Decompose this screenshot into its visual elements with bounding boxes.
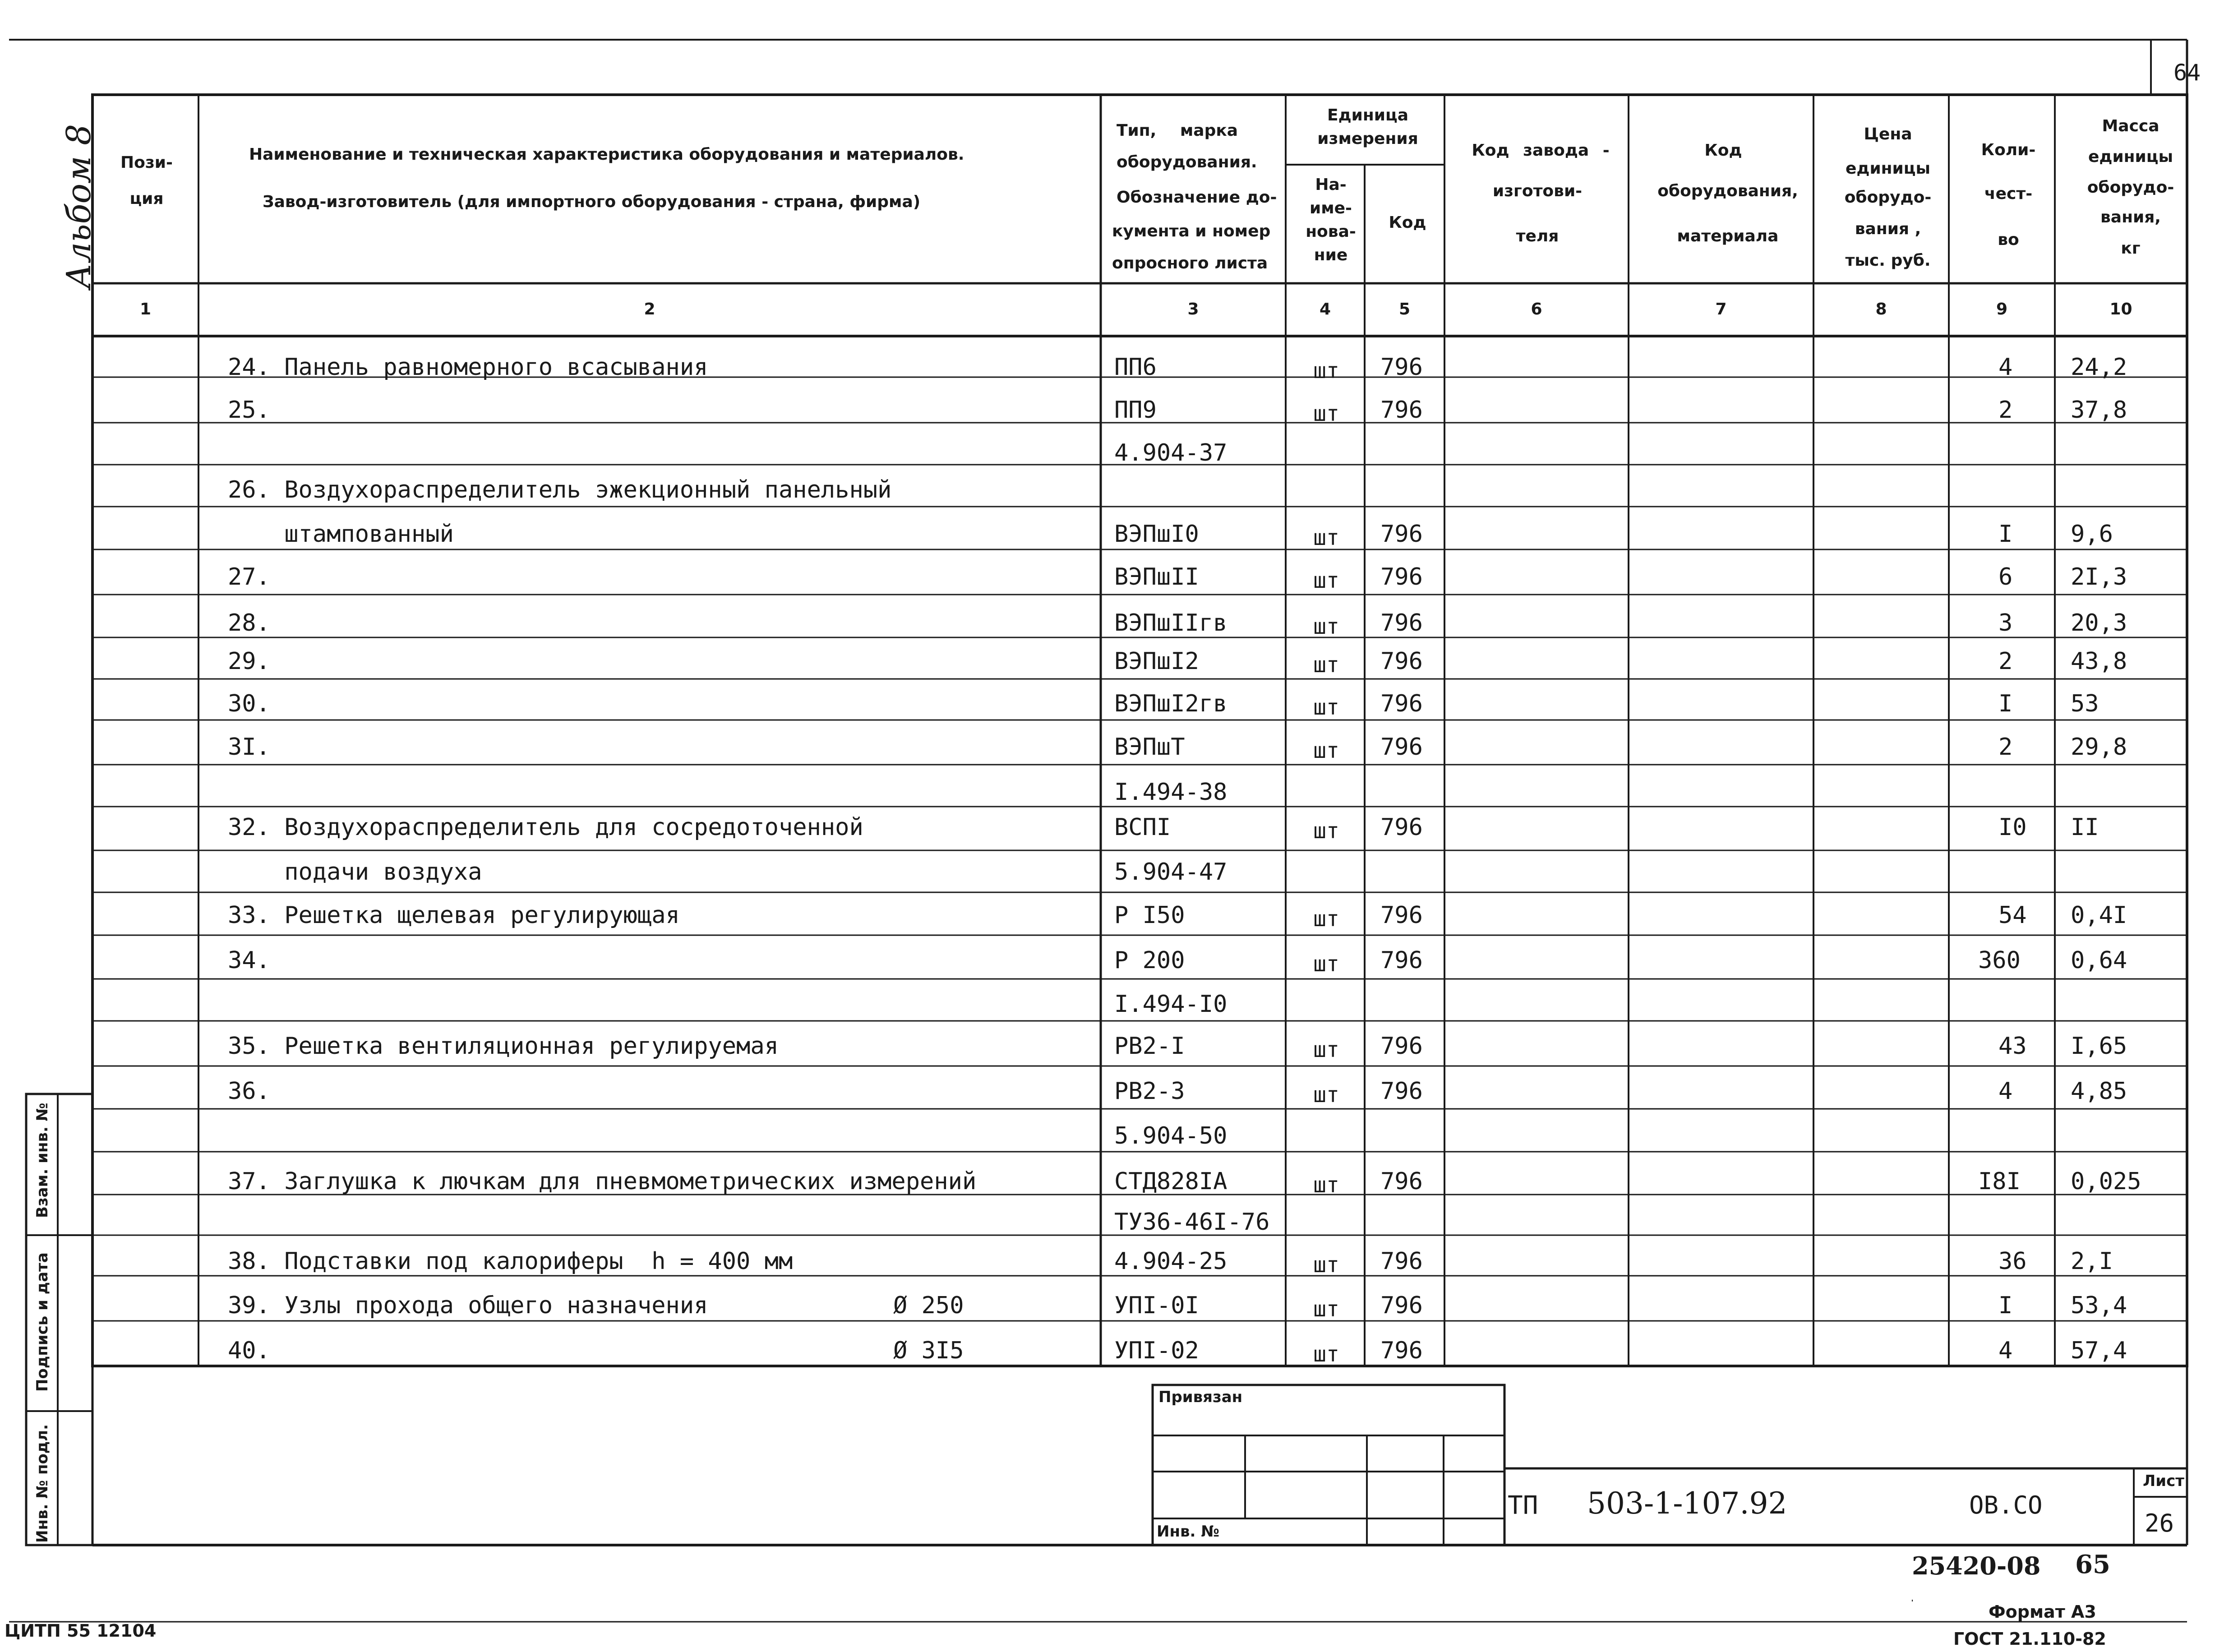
header-equip-code-l2: оборудования, (1657, 182, 1798, 200)
item-quantity: I (1998, 521, 2013, 548)
header-mass-l4: вания, (2100, 208, 2161, 226)
header-mass-l3: оборудо- (2087, 178, 2174, 197)
item-unit-code: 796 (1380, 1248, 1423, 1275)
item-type: 4.904-25 (1114, 1248, 1227, 1275)
item-mass: I,65 (2071, 1033, 2127, 1060)
item-mass: 2I,3 (2071, 563, 2127, 591)
item-name: 28. (228, 609, 270, 637)
item-name: 3I. (228, 734, 270, 761)
header-type-l2: оборудования. (1117, 153, 1257, 171)
header-equip-code-l3: материала (1677, 227, 1779, 245)
header-qty-l3: во (1998, 231, 2019, 249)
item-name: 38. Подставки под калориферы h = 400 мм (228, 1248, 793, 1275)
column-number-4: 4 (1319, 300, 1331, 318)
item-unit: шт (1313, 1037, 1339, 1062)
item-type: ВЭПшТ (1114, 734, 1185, 761)
doc-prefix: ТП (1508, 1491, 1538, 1520)
item-unit: шт (1313, 818, 1339, 844)
item-type: ВЭПшII (1114, 563, 1199, 591)
header-factory-l1: Код завода - (1472, 141, 1610, 160)
item-quantity: 54 (1998, 902, 2027, 929)
item-unit-code: 796 (1380, 563, 1423, 591)
stamp-privyazan: Привязан (1158, 1388, 1243, 1406)
gost-label: ГОСТ 21.110-82 (1953, 1629, 2106, 1649)
item-quantity: 2 (1998, 397, 2013, 424)
item-name: 37. Заглушка к лючкам для пневмометрических измерений (228, 1168, 977, 1195)
item-type: Р 200 (1114, 947, 1185, 974)
item-type: ТУ36-46I-76 (1114, 1209, 1270, 1236)
item-unit: шт (1313, 951, 1339, 977)
item-type: Р I50 (1114, 902, 1185, 929)
item-mass: II (2071, 814, 2099, 841)
item-unit-code: 796 (1380, 397, 1423, 424)
item-unit: шт (1313, 738, 1339, 763)
item-name: 25. (228, 397, 270, 424)
item-quantity: 4 (1998, 1337, 2013, 1364)
item-mass: 0,64 (2071, 947, 2127, 974)
item-unit-code: 796 (1380, 1078, 1423, 1105)
item-quantity: 2 (1998, 734, 2013, 761)
item-name: 29. (228, 648, 270, 675)
item-name: 34. (228, 947, 270, 974)
item-unit: шт (1313, 1252, 1339, 1278)
header-unit-group-l1: Единица (1327, 106, 1408, 125)
item-mass: 24,2 (2071, 354, 2127, 381)
header-unit-name-l1: На- (1315, 175, 1347, 194)
side-label-inv-original: Инв. № подл. (33, 1424, 51, 1543)
item-mass: 29,8 (2071, 734, 2127, 761)
page-number-top: 64 (2173, 60, 2201, 86)
item-mass: 57,4 (2071, 1337, 2127, 1364)
item-name: 36. (228, 1078, 270, 1105)
album-label: Альбом 8 (60, 124, 98, 289)
column-number-8: 8 (1875, 300, 1887, 318)
item-quantity: 4 (1998, 1078, 2013, 1105)
item-type: РВ2-3 (1114, 1078, 1185, 1105)
item-mass: 37,8 (2071, 397, 2127, 424)
item-quantity: 360 (1978, 947, 2021, 974)
item-mass: 0,025 (2071, 1168, 2141, 1195)
citp-label: ЦИТП 55 12104 (5, 1621, 157, 1641)
header-equip-code-l1: Код (1704, 141, 1742, 160)
item-type: 4.904-37 (1114, 439, 1227, 466)
item-mass: 2,I (2071, 1248, 2113, 1275)
header-unit-name-l2: име- (1309, 199, 1352, 217)
header-qty-l1: Коли- (1981, 141, 2036, 159)
header-price-l5: тыс. руб. (1845, 251, 1931, 270)
header-price-l3: оборудо- (1844, 188, 1932, 207)
item-name: 26. Воздухораспределитель эжекционный панельный (228, 476, 892, 503)
header-price-l4: вания , (1855, 220, 1921, 238)
item-quantity: 2 (1998, 648, 2013, 675)
column-number-2: 2 (644, 300, 655, 318)
item-unit: шт (1313, 614, 1339, 639)
header-price-l2: единицы (1845, 159, 1931, 178)
sheet-number: 26 (2145, 1509, 2174, 1537)
item-unit-code: 796 (1380, 1168, 1423, 1195)
header-mass-l1: Масса (2102, 117, 2160, 135)
item-type: 5.904-50 (1114, 1122, 1227, 1149)
item-type: ВЭПшI2гв (1114, 690, 1227, 717)
header-type-l1: Тип, марка (1117, 121, 1238, 140)
item-unit: шт (1313, 1297, 1339, 1322)
item-name: 27. (228, 563, 270, 591)
header-type-l3: Обозначение до- (1117, 188, 1277, 207)
handwritten-archive-number: 25420-08 (1912, 1551, 2041, 1580)
item-type: ВСПI (1114, 814, 1171, 841)
header-type-l5: опросного листа (1112, 254, 1268, 272)
item-mass: 20,3 (2071, 609, 2127, 637)
item-mass: 43,8 (2071, 648, 2127, 675)
item-unit-code: 796 (1380, 690, 1423, 717)
item-name: 24. Панель равномерного всасывания (228, 354, 708, 381)
item-mass: 9,6 (2071, 521, 2113, 548)
item-quantity: I8I (1978, 1168, 2021, 1195)
item-quantity: I (1998, 690, 2013, 717)
item-type: УПI-0I (1114, 1292, 1199, 1319)
item-unit-code: 796 (1380, 734, 1423, 761)
item-type: I.494-I0 (1114, 991, 1227, 1018)
column-number-5: 5 (1398, 300, 1411, 318)
item-unit: шт (1313, 1342, 1339, 1367)
column-number-1: 1 (139, 300, 152, 318)
item-mass: 4,85 (2071, 1078, 2127, 1105)
column-number-7: 7 (1715, 300, 1727, 318)
item-mass: 53,4 (2071, 1292, 2127, 1319)
item-diameter: Ø 3I5 (893, 1337, 964, 1364)
item-unit: шт (1313, 1082, 1339, 1107)
item-name: подачи воздуха (228, 858, 482, 886)
header-position-2: ция (129, 189, 164, 208)
sheet-label: Лист (2143, 1472, 2184, 1490)
header-name-line1: Наименование и техническая характеристика оборудования и материалов. (249, 145, 964, 164)
item-unit-code: 796 (1380, 521, 1423, 548)
bottom-page-number: 65 (2075, 1550, 2110, 1579)
item-type: УПI-02 (1114, 1337, 1199, 1364)
header-name-line2: Завод-изготовитель (для импортного оборудования - страна, фирма) (263, 193, 921, 211)
item-type: РВ2-I (1114, 1033, 1185, 1060)
item-unit-code: 796 (1380, 354, 1423, 381)
item-name: 35. Решетка вентиляционная регулируемая (228, 1033, 779, 1060)
doc-code: ОВ.СО (1969, 1491, 2043, 1519)
item-type: ПП9 (1114, 397, 1157, 424)
side-label-signature-date: Подпись и дата (33, 1252, 51, 1392)
item-mass: 0,4I (2071, 902, 2127, 929)
item-unit-code: 796 (1380, 1337, 1423, 1364)
column-number-9: 9 (1996, 300, 2008, 318)
item-unit-code: 796 (1380, 648, 1423, 675)
stamp-inv-no: Инв. № (1157, 1523, 1220, 1541)
item-unit-code: 796 (1380, 1292, 1423, 1319)
item-unit-code: 796 (1380, 609, 1423, 637)
item-mass: 53 (2071, 690, 2099, 717)
header-unit-code: Код (1389, 213, 1426, 232)
item-unit: шт (1313, 401, 1339, 426)
column-number-3: 3 (1187, 300, 1199, 318)
item-unit: шт (1313, 568, 1339, 593)
item-quantity: 36 (1998, 1248, 2027, 1275)
column-number-10: 10 (2109, 300, 2132, 318)
item-unit-code: 796 (1380, 1033, 1423, 1060)
item-name: штампованный (228, 521, 454, 548)
item-type: ПП6 (1114, 354, 1157, 381)
item-quantity: I (1998, 1292, 2013, 1319)
item-type: ВЭПшI2 (1114, 648, 1199, 675)
item-quantity: 4 (1998, 354, 2013, 381)
item-unit-code: 796 (1380, 814, 1423, 841)
header-factory-l2: изготови- (1492, 182, 1583, 200)
item-type: ВЭПшIIгв (1114, 609, 1227, 637)
item-name: 30. (228, 690, 270, 717)
item-name: 33. Решетка щелевая регулирующая (228, 902, 680, 929)
item-diameter: Ø 250 (893, 1292, 964, 1319)
frame-rect (1153, 1385, 1504, 1545)
format-label: Формат А3 (1989, 1602, 2096, 1622)
item-unit-code: 796 (1380, 947, 1423, 974)
item-type: СТД828IА (1114, 1168, 1227, 1195)
doc-number: 503-1-107.92 (1587, 1486, 1787, 1521)
item-unit: шт (1313, 1172, 1339, 1198)
item-type: I.494-38 (1114, 779, 1227, 806)
item-quantity: 43 (1998, 1033, 2027, 1060)
header-mass-l2: единицы (2088, 148, 2173, 166)
side-label-replace-inv: Взам. инв. № (33, 1103, 51, 1218)
header-type-l4: кумента и номер (1112, 222, 1271, 240)
header-mass-l5: кг (2121, 239, 2141, 258)
header-price-l1: Цена (1864, 125, 1912, 143)
item-unit: шт (1313, 358, 1339, 383)
item-unit: шт (1313, 652, 1339, 678)
item-name: 40. (228, 1337, 270, 1364)
item-unit-code: 796 (1380, 902, 1423, 929)
item-name: 32. Воздухораспределитель для сосредоточенной (228, 814, 863, 841)
item-quantity: 3 (1998, 609, 2013, 637)
item-name: 39. Узлы прохода общего назначения (228, 1292, 708, 1319)
header-unit-name-l4: ние (1314, 246, 1348, 264)
item-type: ВЭПшI0 (1114, 521, 1199, 548)
item-unit: шт (1313, 695, 1339, 720)
header-position-1: Пози- (120, 153, 173, 172)
item-quantity: 6 (1998, 563, 2013, 591)
header-factory-l3: теля (1516, 227, 1559, 245)
item-quantity: I0 (1998, 814, 2027, 841)
header-unit-name-l3: нова- (1306, 222, 1356, 241)
column-number-6: 6 (1531, 300, 1542, 318)
item-unit: шт (1313, 525, 1339, 550)
header-unit-group-l2: измерения (1317, 129, 1418, 148)
item-unit: шт (1313, 906, 1339, 932)
item-type: 5.904-47 (1114, 858, 1227, 886)
header-qty-l2: чест- (1984, 185, 2033, 203)
